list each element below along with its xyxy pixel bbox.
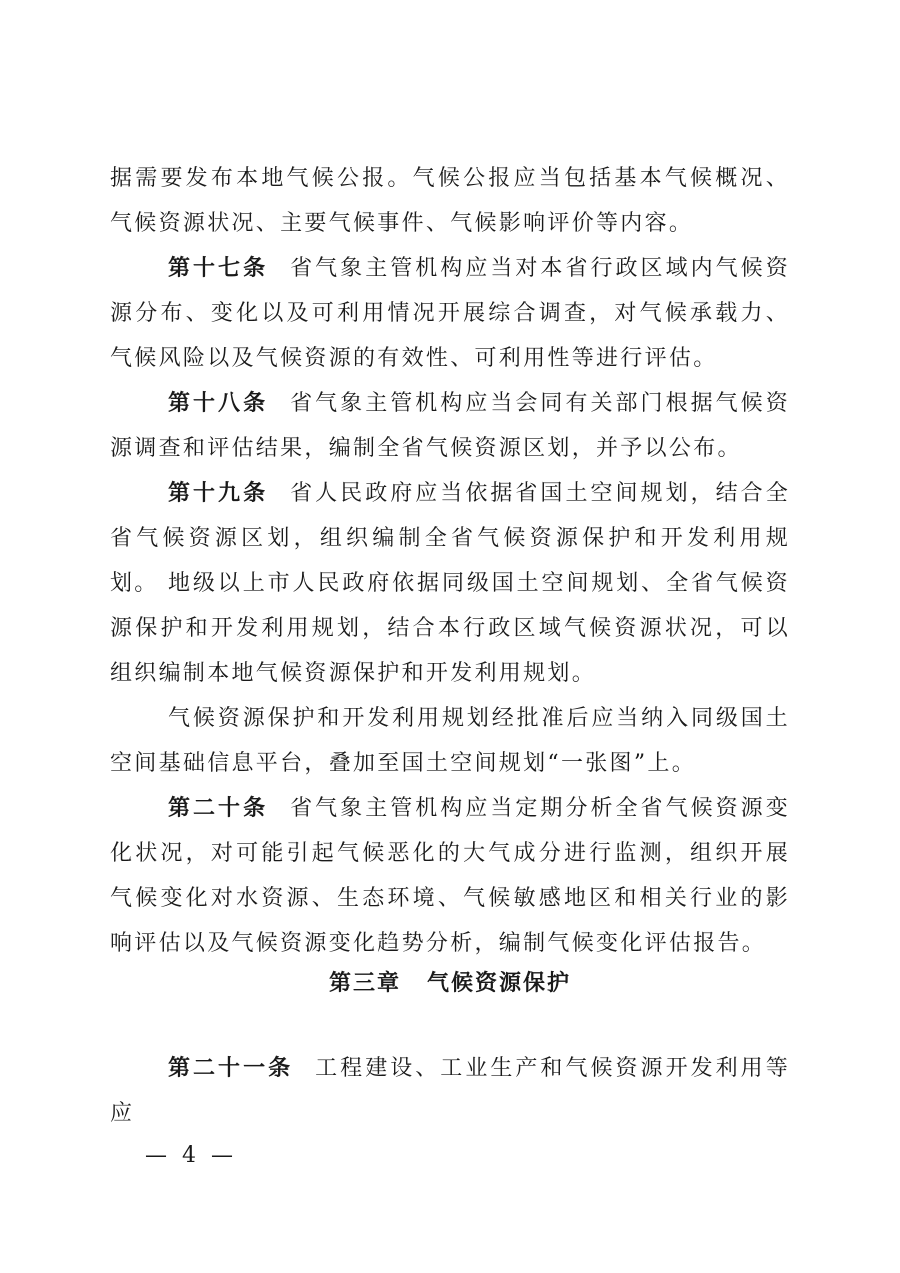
paragraph-text: 省人民政府应当依据省国土空间规划，结合全省气候资源区划，组织编制全省气候资源保护和开发利用规划。	[110, 481, 790, 596]
paragraph-text: 省气象主管机构应当定期分析全省气候资源变化状况，对可能引起气候恶化的大气成分进行监测，组织开展气候变化对水资源、生态环境、气候敏感地区和相关行业的影响评估以及气候资源变化趋势分析，编制气候变化评估报告。	[110, 796, 790, 956]
article-heading: 第二十条	[168, 796, 269, 821]
paragraph-text: 省气象主管机构应当会同有关部门根据气候资源调查和评估结果，编制全省气候资源区划，并予以公布。	[110, 391, 790, 461]
article-20	[110, 786, 790, 966]
paragraph-city-plan	[110, 561, 790, 696]
chapter-number: 第三章	[328, 971, 401, 996]
article-18	[110, 381, 790, 471]
paragraph-text: 据需要发布本地气候公报。气候公报应当包括基本气候概况、气候资源状况、主要气候事件、气候影响评价等内容。	[110, 166, 790, 236]
chapter-title: 气候资源保护	[427, 971, 572, 996]
article-heading: 第二十一条	[168, 1056, 294, 1081]
article-heading: 第十七条	[168, 256, 269, 281]
article-17	[110, 246, 790, 381]
article-heading: 第十八条	[168, 391, 269, 416]
article-21	[110, 1046, 790, 1136]
page-number: — 4 —	[145, 1143, 237, 1168]
chapter-heading	[0, 966, 900, 997]
paragraph-text: 地级以上市人民政府依据同级国土空间规划、全省气候资源保护和开发利用规划，结合本行政区域气候资源状况，可以组织编制本地气候资源保护和开发利用规划。	[110, 571, 790, 686]
article-heading: 第十九条	[168, 481, 269, 506]
paragraph-text: 工程建设、工业生产和气候资源开发利用等应	[110, 1056, 790, 1126]
paragraph-platform	[110, 696, 790, 786]
paragraph-continuation	[110, 156, 790, 246]
paragraph-text: 省气象主管机构应当对本省行政区域内气候资源分布、变化以及可利用情况开展综合调查，对气候承载力、气候风险以及气候资源的有效性、可利用性等进行评估。	[110, 256, 790, 371]
paragraph-text: 气候资源保护和开发利用规划经批准后应当纳入同级国土空间基础信息平台，叠加至国土空间规划“一张图”上。	[110, 706, 790, 776]
